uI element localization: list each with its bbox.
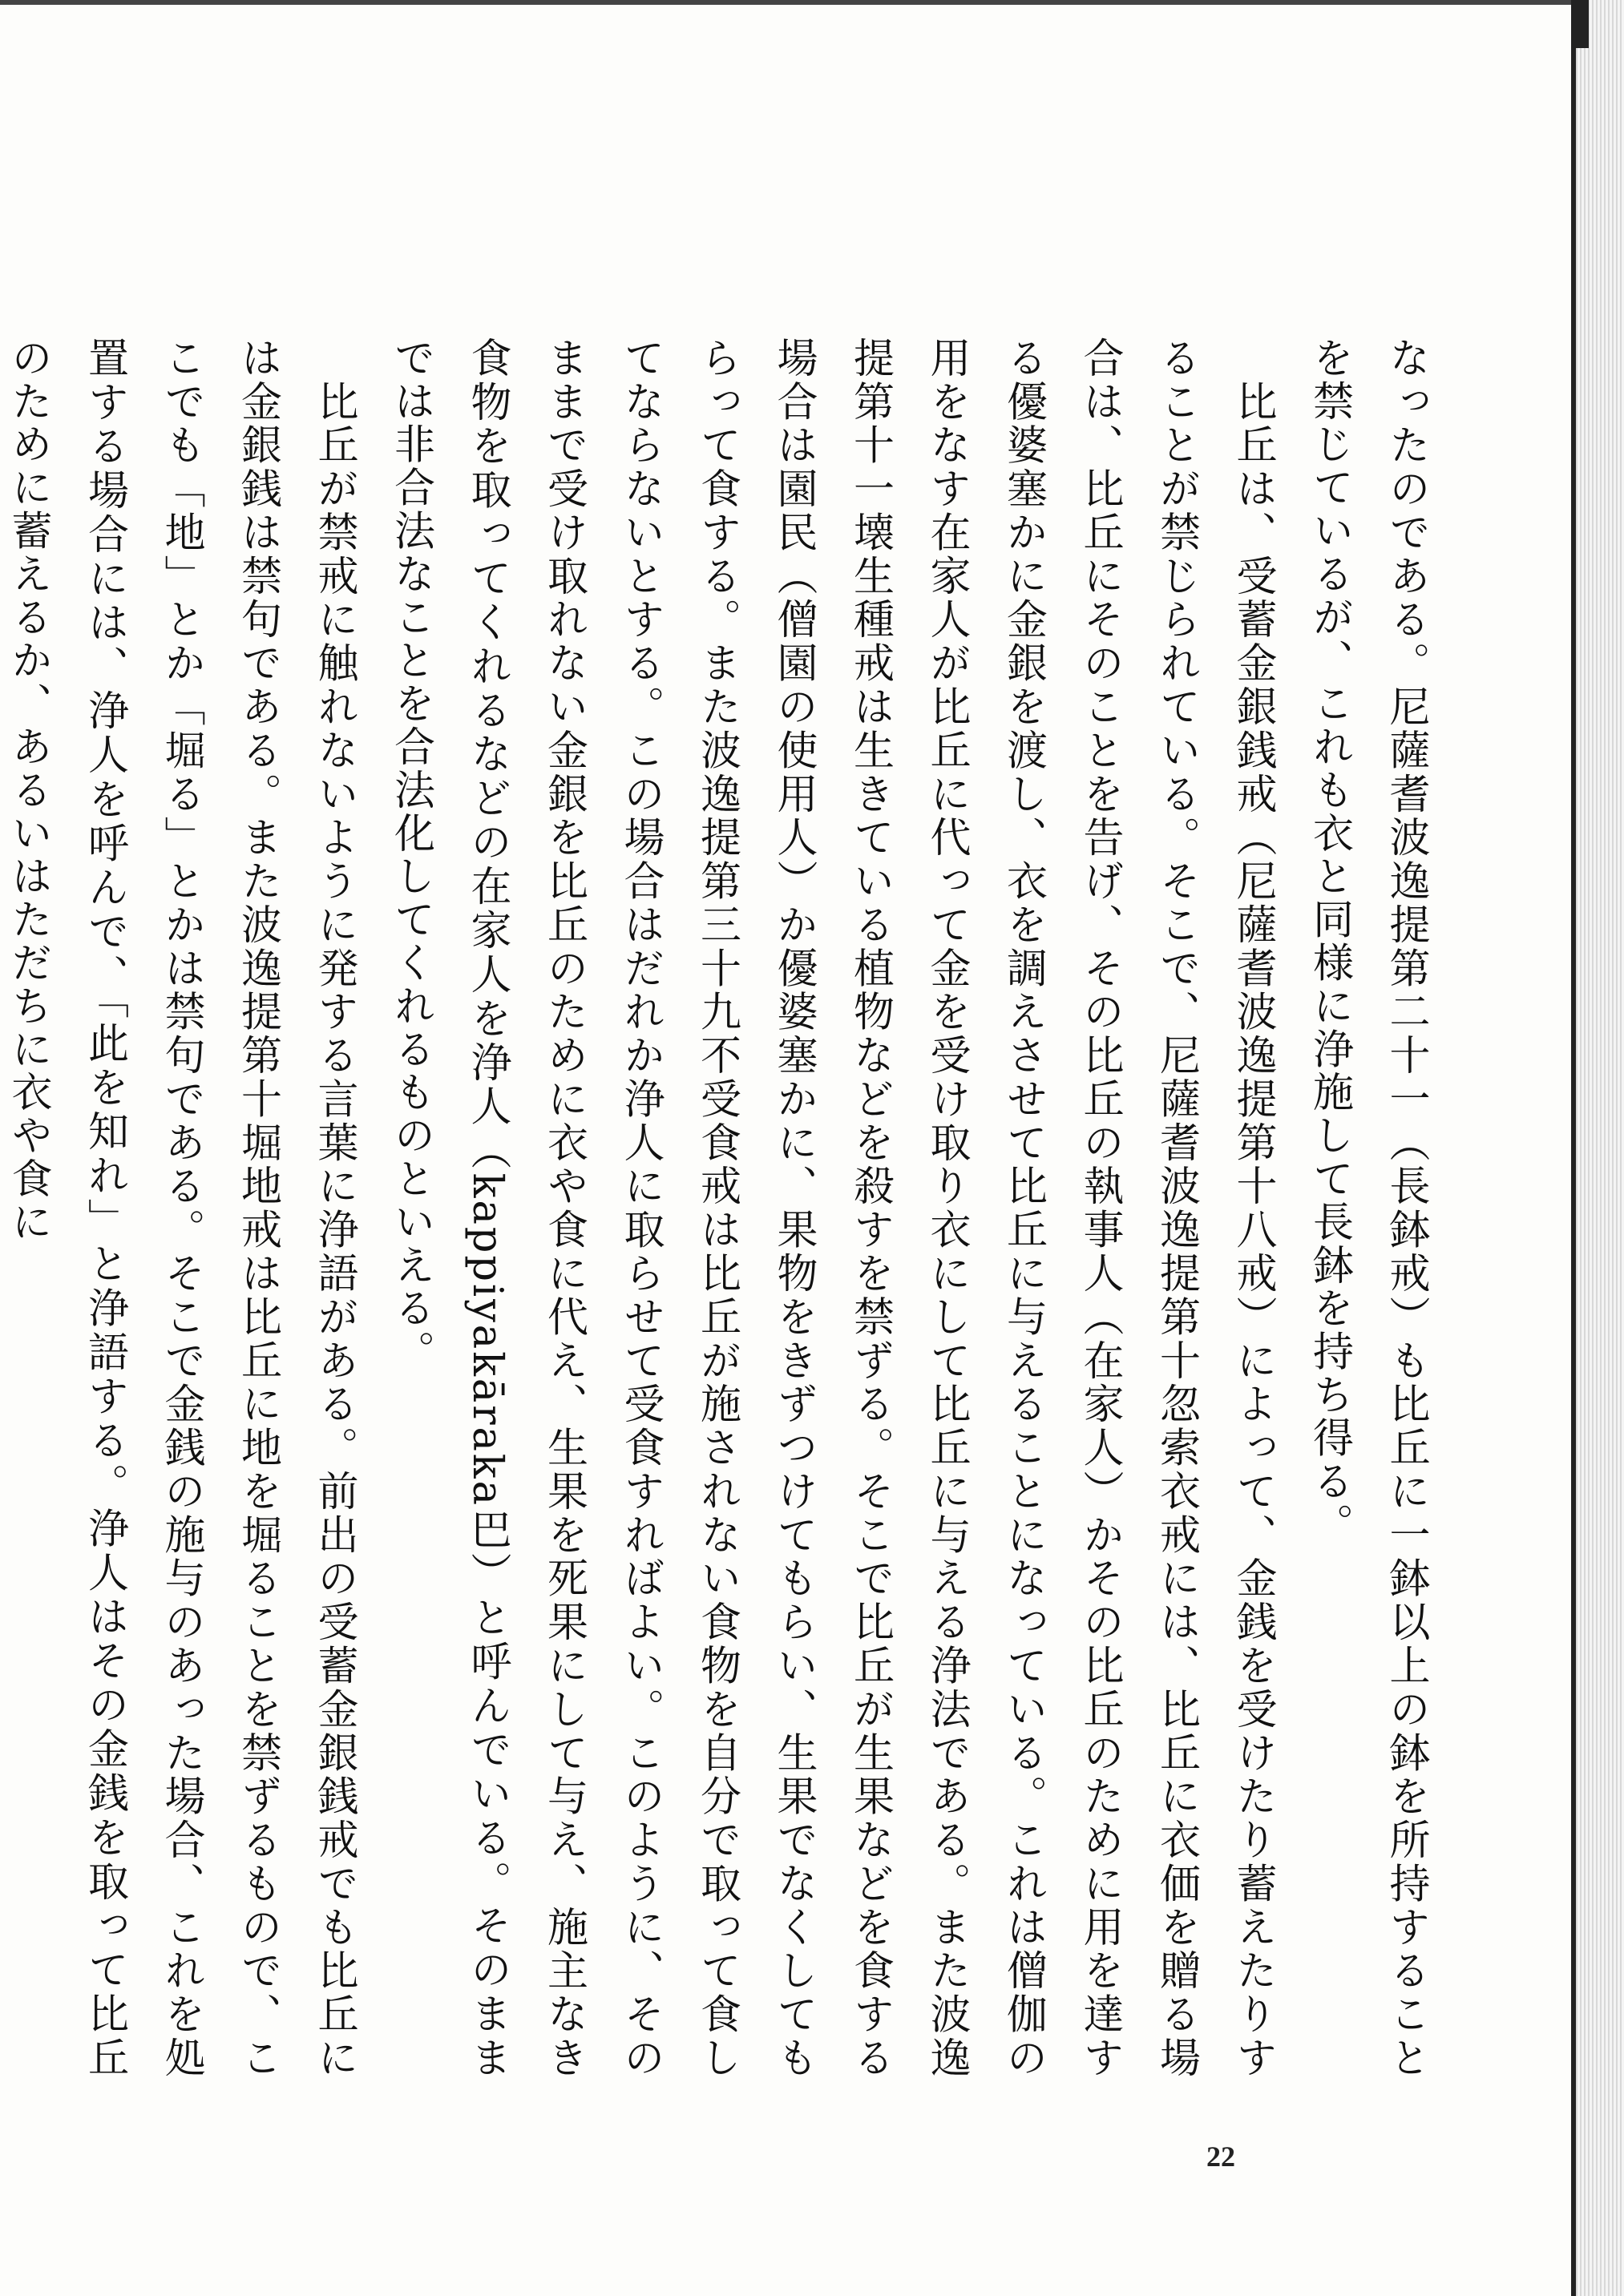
vertical-body-text: なったのである。尼薩耆波逸提第二十一（長鉢戒）も比丘に一鉢以上の鉢を所持することを禁じているが、これも衣と同様に浄施して長鉢を持ち得る。 比丘は、受蓄金銀銭戒（尼薩耆波逸提第十八戒）によって、金銭を受けたり蓄えたりすることが禁じられている。そこで、尼薩耆波逸提第十忽索衣戒には、比丘に衣価を贈る場合は、比丘にそのことを告げ、その比丘の執事人（在家人）かその比丘のために用を達する優婆塞かに金銀を渡し、衣を調えさせて比丘に与えることになっている。これは僧伽の用をなす在家人が比丘に代って金を受け取り衣にして比丘に与える浄法である。また波逸提第十一壊生種戒は生きている植物などを殺すを禁ずる。そこで比丘が生果などを食する場合は園民（僧園の使用人）か優婆塞かに、果物をきずつけてもらい、生果でなくしてもらって食する。また波逸提第三十九不受食戒は比丘が施されない食物を自分で取って食してならないとする。この場合はだれか浄人に取らせて受食すればよい。このように、そのままで受け取れない金銀を比丘のために衣や食に代え、生果を死果にして与え、施主なき食物を取ってくれるなどの在家人を浄人（kappiyakāraka巴）と呼んでいる。そのままでは非合法なことを合法化してくれるものといえる。 比丘が禁戒に触れないように発する言葉に浄語がある。前出の受蓄金銀銭戒でも比丘には金銀銭は禁句である。また波逸提第十堀地戒は比丘に地を堀ることを禁ずるもので、ここでも「地」とか「堀る」とかは禁句である。そこで金銭の施与のあった場合、これを処置する場合には、浄人を呼んで、「此を知れ」と浄語する。浄人はその金銭を取って比丘のために蓄えるか、あるいはただちに衣や食に <box>4 337 1429 2080</box>
top-border-line <box>0 0 1571 5</box>
page-number: 22 <box>1206 2141 1235 2173</box>
book-spine-edge <box>1571 0 1624 2296</box>
book-spine-corner <box>1576 0 1589 48</box>
